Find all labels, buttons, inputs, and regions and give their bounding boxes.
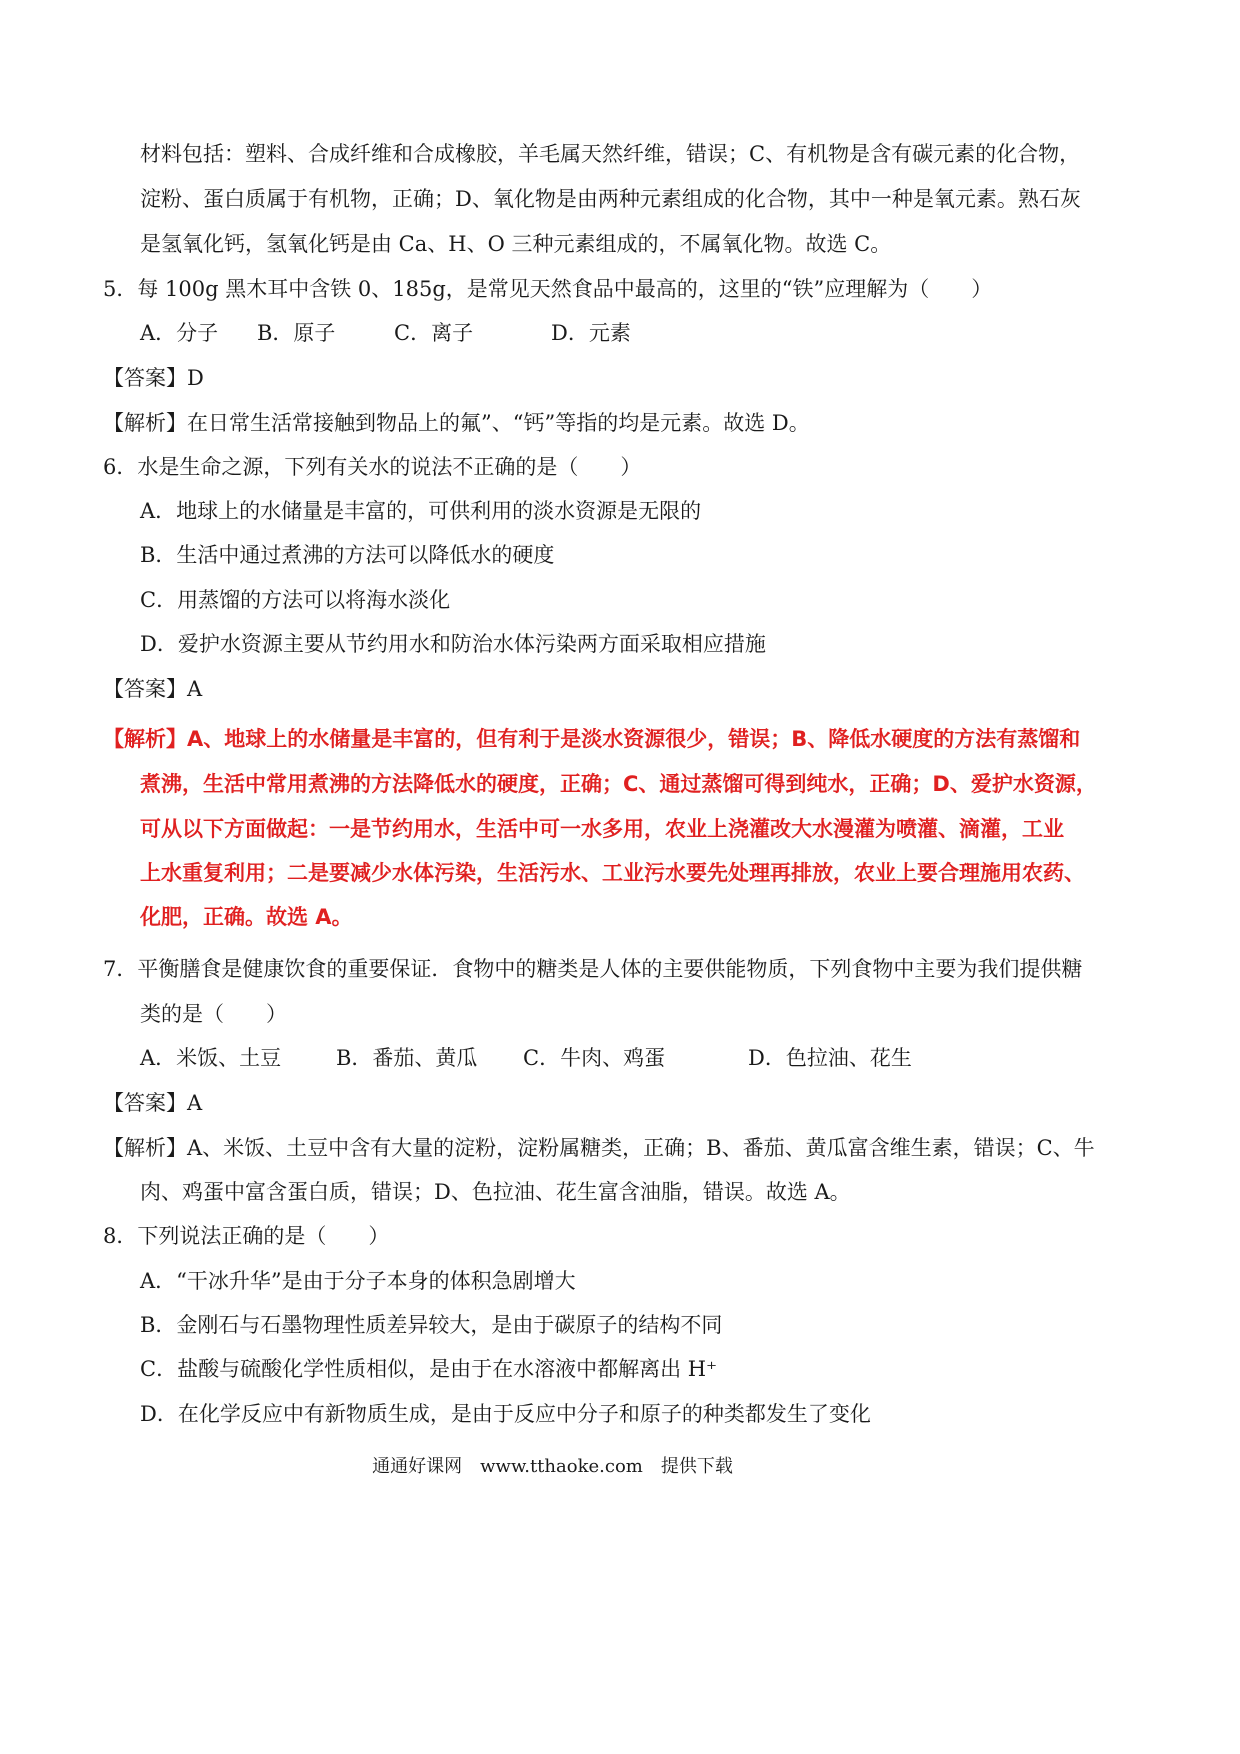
q5-explain: 【解析】在日常生活常接触到物品上的氟”、“钙”等指的均是元素。故选 D。 (103, 411, 810, 435)
q5-option-d: D．元素 (551, 321, 631, 345)
q7-option-c: C．牛肉、鸡蛋 (523, 1046, 666, 1070)
q5-option-b: B．原子 (257, 321, 336, 345)
q5-stem: 5．每 100g 黑木耳中含铁 0、185g，是常见天然食品中最高的，这里的“铁”应理解为（ ） (103, 277, 993, 301)
q8-option-b: B．金刚石与石墨物理性质差异较大，是由于碳原子的结构不同 (140, 1313, 723, 1337)
q6-answer: 【答案】A (103, 677, 203, 701)
q8-option-a: A．“干冰升华”是由于分子本身的体积急剧增大 (140, 1269, 576, 1293)
q7-answer: 【答案】A (103, 1091, 203, 1115)
q7-stem-line-2: 类的是（ ） (140, 1002, 287, 1026)
q5-answer: 【答案】D (103, 366, 204, 390)
q8-stem: 8．下列说法正确的是（ ） (103, 1224, 390, 1248)
q6-explain-line-1: 【解析】A、地球上的水储量是丰富的，但有利于是淡水资源很少，错误；B、降低水硬度的方法有蒸馏和 (103, 727, 1081, 751)
q6-explain-line-5: 化肥，正确。故选 A。 (140, 905, 353, 929)
q6-option-c: C．用蒸馏的方法可以将海水淡化 (140, 588, 451, 612)
q6-explain-line-3: 可从以下方面做起：一是节约用水，生活中可一水多用，农业上浇灌改大水漫灌为喷灌、滴灌，工业 (140, 817, 1064, 841)
q6-stem: 6．水是生命之源，下列有关水的说法不正确的是（ ） (103, 455, 642, 479)
q6-explain-line-2: 煮沸，生活中常用煮沸的方法降低水的硬度，正确；C、通过蒸馏可得到纯水，正确；D、爱护水资源， (140, 772, 1097, 796)
q7-explain-line-1: 【解析】A、米饭、土豆中含有大量的淀粉，淀粉属糖类，正确；B、番茄、黄瓜富含维生素，错误；C、牛 (103, 1136, 1095, 1160)
q6-option-d: D．爱护水资源主要从节约用水和防治水体污染两方面采取相应措施 (140, 632, 766, 656)
q7-explain-line-2: 肉、鸡蛋中富含蛋白质，错误；D、色拉油、花生富含油脂，错误。故选 A。 (140, 1180, 851, 1204)
q8-option-d: D．在化学反应中有新物质生成，是由于反应中分子和原子的种类都发生了变化 (140, 1402, 871, 1426)
q6-option-a: A．地球上的水储量是丰富的，可供利用的淡水资源是无限的 (140, 499, 702, 523)
q7-option-b: B．番茄、黄瓜 (336, 1046, 478, 1070)
page-footer: 通通好课网 www.tthaoke.com 提供下载 (372, 1456, 733, 1477)
q4-explain-line-2: 淀粉、蛋白质属于有机物，正确；D、氧化物是由两种元素组成的化合物，其中一种是氧元素。熟石灰 (140, 187, 1081, 211)
q4-explain-line-1: 材料包括：塑料、合成纤维和合成橡胶，羊毛属天然纤维，错误；C、有机物是含有碳元素的化合物， (140, 142, 1081, 166)
q5-option-a: A．分子 (140, 321, 219, 345)
q7-option-d: D．色拉油、花生 (748, 1046, 912, 1070)
q7-stem-line-1: 7．平衡膳食是健康饮食的重要保证．食物中的糖类是人体的主要供能物质，下列食物中主要为我们提供糖 (103, 957, 1083, 981)
q4-explain-line-3: 是氢氧化钙，氢氧化钙是由 Ca、H、O 三种元素组成的，不属氧化物。故选 C。 (140, 232, 892, 256)
q5-option-c: C．离子 (394, 321, 474, 345)
q8-option-c: C．盐酸与硫酸化学性质相似，是由于在水溶液中都解离出 H⁺ (140, 1357, 718, 1381)
q6-explain-line-4: 上水重复利用；二是要减少水体污染，生活污水、工业污水要先处理再排放，农业上要合理施用农药、 (140, 861, 1085, 885)
q7-option-a: A．米饭、土豆 (140, 1046, 282, 1070)
q6-option-b: B．生活中通过煮沸的方法可以降低水的硬度 (140, 543, 555, 567)
